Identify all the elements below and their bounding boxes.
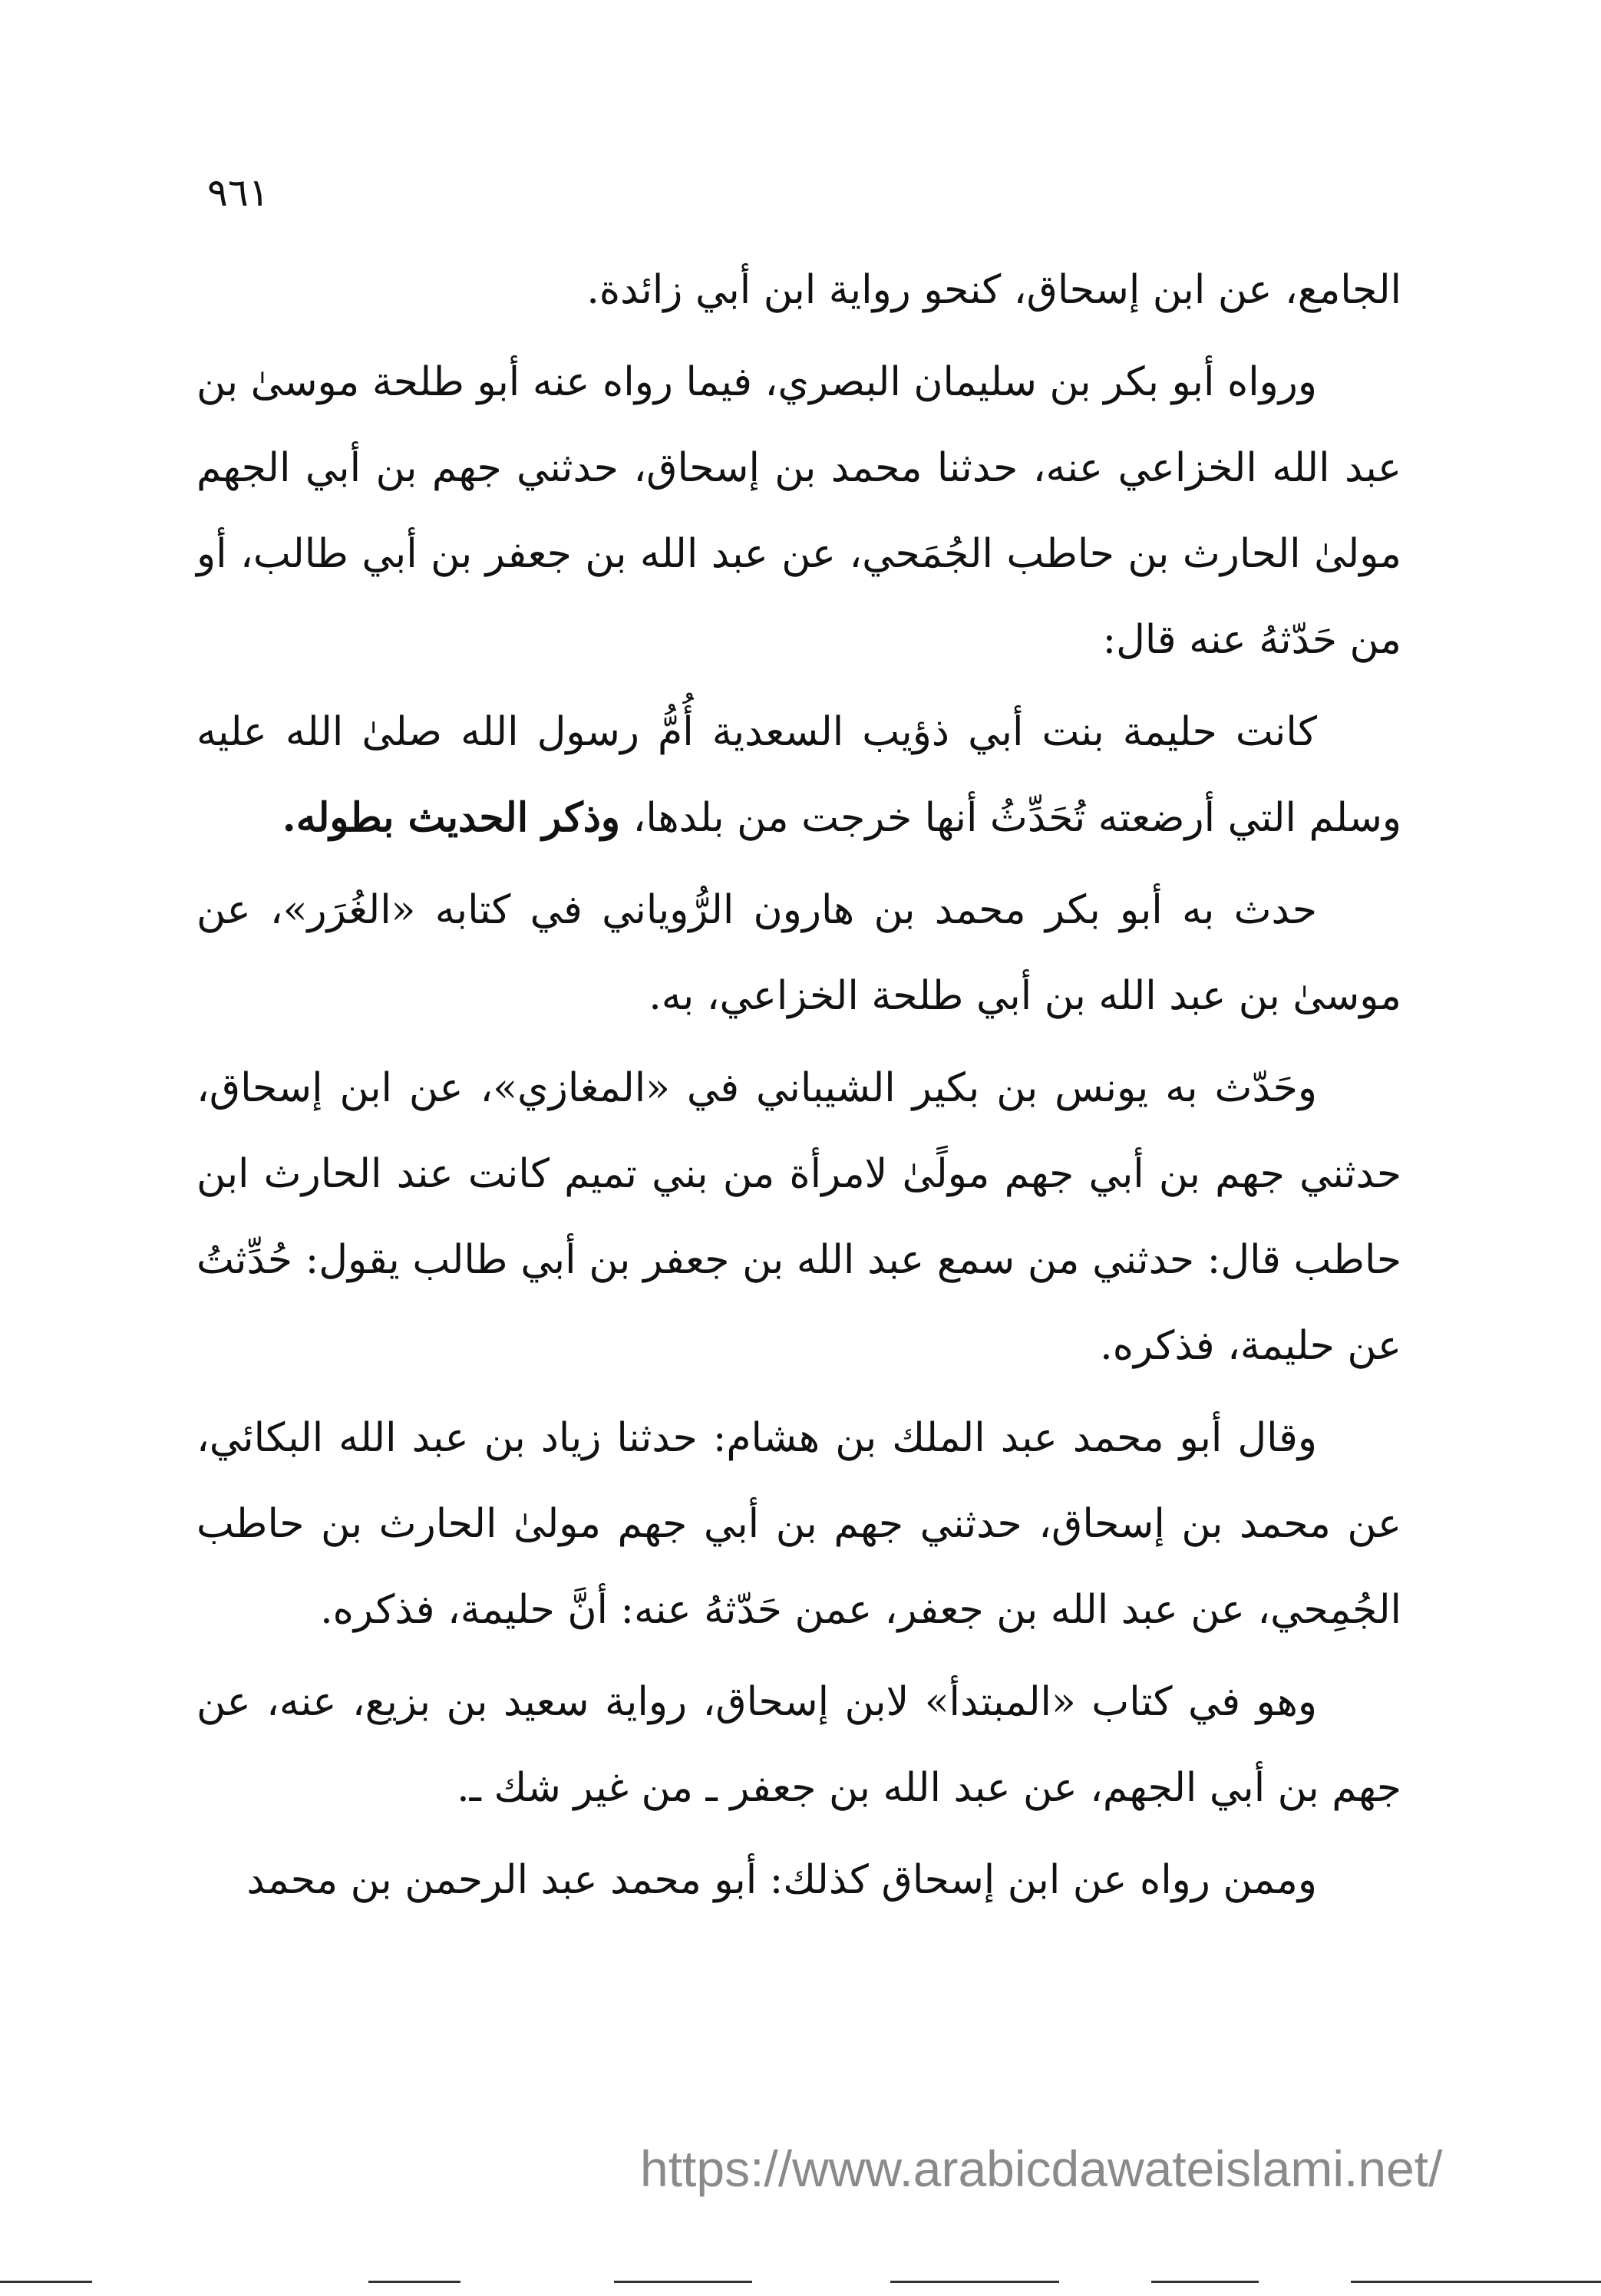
bottom-rule-4: [890, 2281, 1059, 2283]
paragraph-5: [196, 1045, 1401, 1389]
bottom-rule-3: [614, 2281, 752, 2283]
bottom-rule-2: [368, 2281, 460, 2283]
paragraph-6: [196, 1395, 1401, 1653]
bottom-rule-6: [1351, 2281, 1601, 2283]
paragraph-1-text: الجامع، عن ابن إسحاق، كنحو رواية ابن أبي زائدة.: [586, 267, 1401, 313]
paragraph-7-text: وهو في كتاب «المبتدأ» لابن إسحاق، رواية سعيد بن بزيع، عنه، عن جهم بن أبي الجهم، عن عبد الله بن جعفر ـ من غير شك ـ.: [196, 1679, 1401, 1811]
watermark-url: https://www.arabicdawateislami.net/: [640, 2140, 1443, 2197]
paragraph-8: [196, 1837, 1401, 1923]
paragraph-3-text: كانت حليمة بنت أبي ذؤيب السعدية أُمُّ رسول الله صلىٰ الله عليه وسلم التي أرضعته تُحَدِّثُ أنها خرجت من بلدها،: [196, 709, 1401, 841]
bottom-rule-1: [0, 2281, 92, 2283]
paragraph-4: [196, 867, 1401, 1039]
paragraph-6-text: وقال أبو محمد عبد الملك بن هشام: حدثنا زياد بن عبد الله البكائي، عن محمد بن إسحاق، حدثني جهم بن أبي جهم مولىٰ الحارث بن حاطب الجُمِحي، عن عبد الله بن جعفر، عمن حَدّثهُ عنه: أنَّ حليمة، فذكره.: [196, 1415, 1401, 1633]
paragraph-3: [196, 689, 1401, 861]
paragraph-1: [196, 247, 1401, 333]
bottom-rule-5: [1151, 2281, 1259, 2283]
paragraph-3-emphasis: وذكر الحديث بطوله.: [282, 794, 621, 841]
paragraph-8-text: وممن رواه عن ابن إسحاق كذلك: أبو محمد عبد الرحمن بن محمد: [246, 1857, 1317, 1903]
paragraph-2-text: ورواه أبو بكر بن سليمان البصري، فيما رواه عنه أبو طلحة موسىٰ بن عبد الله الخزاعي عنه، حدثنا محمد بن إسحاق، حدثني جهم بن أبي الجهم مولىٰ الحارث بن حاطب الجُمَحي، عن عبد الله بن جعفر بن أبي طالب، أو من حَدّثهُ عنه قال:: [196, 359, 1401, 663]
paragraph-4-text: حدث به أبو بكر محمد بن هارون الرُّوياني في كتابه «الغُرَر»، عن موسىٰ بن عبد الله بن أبي طلحة الخزاعي، به.: [196, 887, 1401, 1019]
page-number: ٩٦١: [207, 170, 269, 215]
paragraph-2: [196, 339, 1401, 683]
main-text: [196, 247, 1401, 1929]
paragraph-5-text: وحَدّث به يونس بن بكير الشيباني في «المغازي»، عن ابن إسحاق، حدثني جهم بن أبي جهم مولًىٰ لامرأة من بني تميم كانت عند الحارث ابن حاطب قال: حدثني من سمع عبد الله بن جعفر بن أبي طالب يقول: حُدِّثتُ عن حليمة، فذكره.: [196, 1065, 1401, 1369]
paragraph-7: [196, 1659, 1401, 1831]
